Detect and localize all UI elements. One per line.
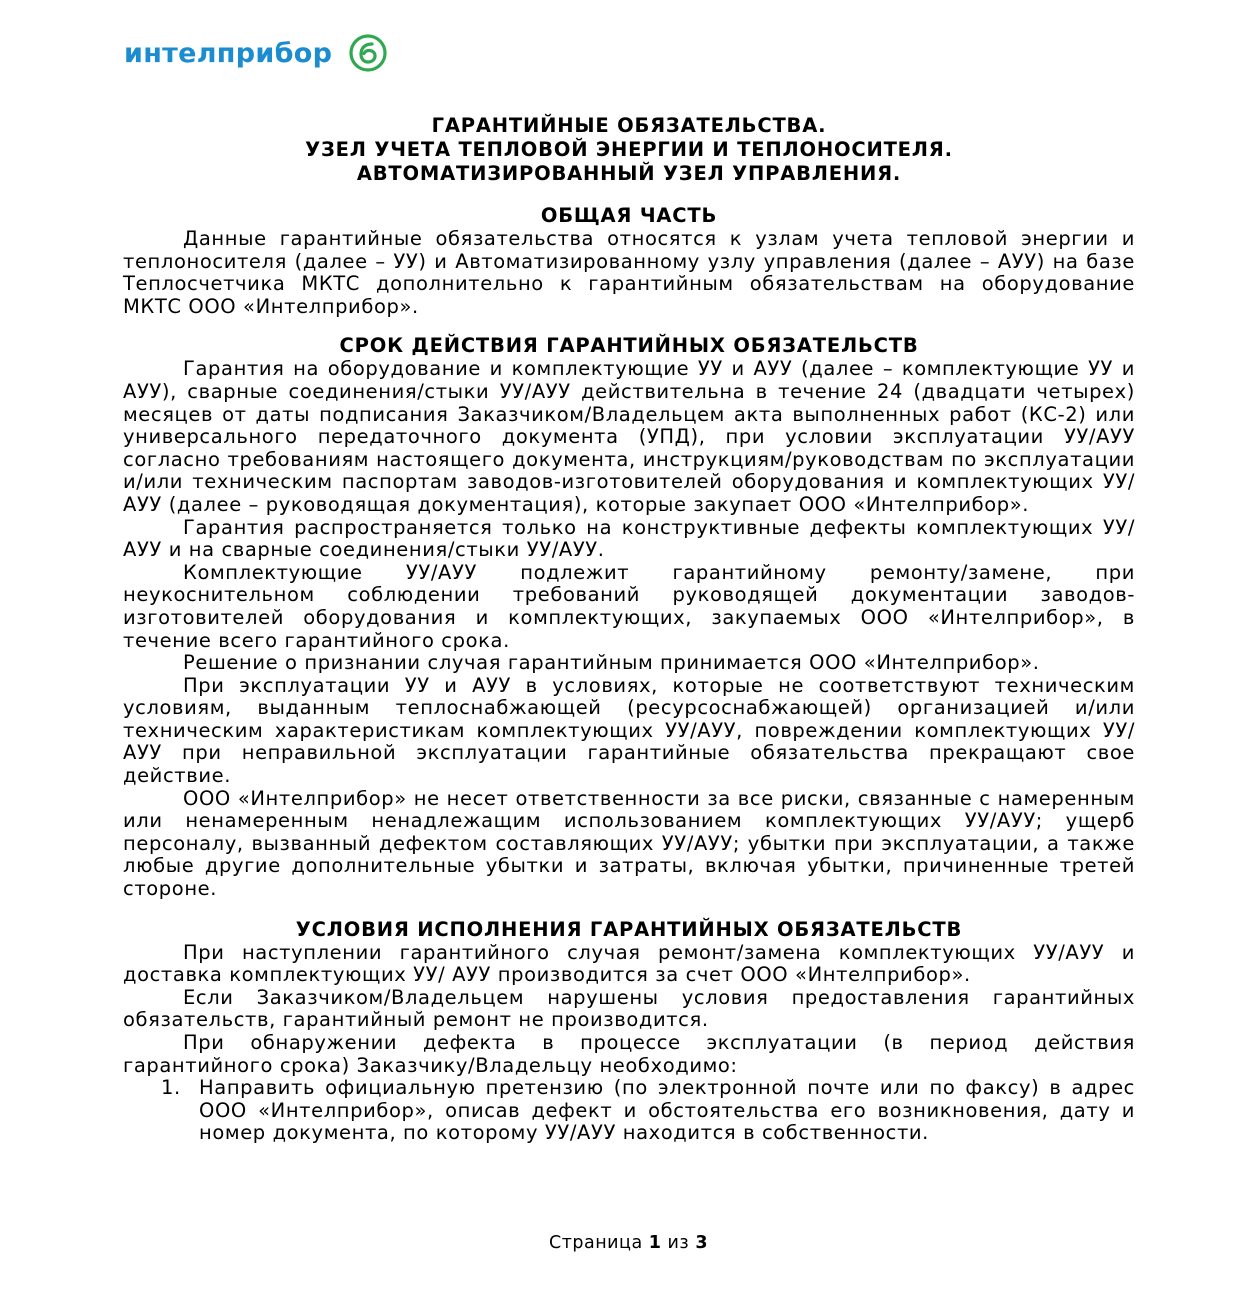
paragraph: ООО «Интелприбор» не несет ответственности за все риски, связанные с намеренным или ненамеренным ненадлежащим использованием комплектующих УУ/АУУ; ущерб персоналу, вызванный дефектом составляющих УУ/АУУ; убытки при эксплуатации, а также любые другие дополнительные убытки и затраты, включая убытки, причиненные третей стороне. xyxy=(123,786,1135,901)
page-total: 3 xyxy=(695,1233,708,1253)
company-logo-icon xyxy=(348,33,388,73)
paragraph: При эксплуатации УУ и АУУ в условиях, которые не соответствуют техническим условиям, выданным теплоснабжающей (ресурсоснабжающей) организацией и/или техническим характеристикам комплектующих УУ/АУУ, повреждении комплектующих УУ/АУУ при неправильной эксплуатации гарантийные обязательства прекращают свое действие. xyxy=(123,673,1135,788)
page-current: 1 xyxy=(648,1233,662,1253)
page-separator: из xyxy=(667,1233,690,1253)
paragraph: Комплектующие УУ/АУУ подлежит гарантийному ремонту/замене, при неукоснительном соблюдении требований руководящей документации заводов-изготовителей оборудования и комплектующих, закупаемых ООО «Интелприбор», в течение всего гарантийного срока. xyxy=(123,560,1135,652)
list-item xyxy=(123,1077,1135,1145)
list-item-text: Направить официальную претензию (по электронной почте или по факсу) в адрес ООО «Интелприбор», описав дефект и обстоятельства его возникновения, дату и номер документа, по которому УУ/АУУ находится в собственности. xyxy=(199,1076,1135,1145)
document-body xyxy=(123,114,1135,1145)
paragraph: При наступлении гарантийного случая ремонт/замена комплектующих УУ/АУУ и доставка комплектующих УУ/ АУУ производится за счет ООО «Интелприбор». xyxy=(123,940,1135,987)
numbered-list xyxy=(123,1077,1135,1145)
logo-text: интелприбор xyxy=(124,37,333,69)
title-line: УЗЕЛ УЧЕТА ТЕПЛОВОЙ ЭНЕРГИИ И ТЕПЛОНОСИТЕЛЯ. xyxy=(305,138,953,161)
paragraph: При обнаружении дефекта в процессе эксплуатации (в период действия гарантийного срока) Заказчику/Владельцу необходимо: xyxy=(123,1031,1135,1077)
page-footer xyxy=(0,1233,1257,1253)
document-title xyxy=(123,114,1135,186)
title-line: АВТОМАТИЗИРОВАННЫЙ УЗЕЛ УПРАВЛЕНИЯ. xyxy=(356,162,902,185)
list-item-number: 1. xyxy=(161,1076,181,1100)
paragraph: Гарантия на оборудование и комплектующие УУ и АУУ (далее – комплектующие УУ и АУУ), сварные соединения/стыки УУ/АУУ действительна в течение 24 (двадцати четырех) месяцев от даты подписания Заказчиком/Владельцем акта выполненных работ (КС-2) или универсального передаточного документа (УПД), при условии эксплуатации УУ/АУУ согласно требованиям настоящего документа, инструкциям/руководствам по эксплуатации и/или техническим паспортам заводов-изготовителей оборудования и комплектующих УУ/АУУ (далее – руководящая документация), которые закупает ООО «Интелприбор». xyxy=(123,357,1135,516)
title-line: ГАРАНТИЙНЫЕ ОБЯЗАТЕЛЬСТВА. xyxy=(431,114,827,137)
paragraph: Если Заказчиком/Владельцем нарушены условия предоставления гарантийных обязательств, гарантийный ремонт не производится. xyxy=(123,985,1135,1032)
company-logo xyxy=(124,33,388,73)
paragraph: Гарантия распространяется только на конструктивные дефекты комплектующих УУ/АУУ и на сварные соединения/стыки УУ/АУУ. xyxy=(123,515,1135,562)
section-heading-general: ОБЩАЯ ЧАСТЬ xyxy=(540,204,718,227)
paragraph: Данные гарантийные обязательства относятся к узлам учета тепловой энергии и теплоносителя (далее – УУ) и Автоматизированному узлу управления (далее – АУУ) на базе Теплосчетчика МКТС дополнительно к гарантийным обязательствам на оборудование МКТС ООО «Интелприбор». xyxy=(123,227,1135,318)
section-heading-warranty-period: СРОК ДЕЙСТВИЯ ГАРАНТИЙНЫХ ОБЯЗАТЕЛЬСТВ xyxy=(339,334,919,358)
page-label: Страница xyxy=(549,1233,643,1253)
section-heading-warranty-conditions: УСЛОВИЯ ИСПОЛНЕНИЯ ГАРАНТИЙНЫХ ОБЯЗАТЕЛЬСТВ xyxy=(295,917,963,941)
paragraph: Решение о признании случая гарантийным принимается ООО «Интелприбор». xyxy=(183,651,1040,675)
